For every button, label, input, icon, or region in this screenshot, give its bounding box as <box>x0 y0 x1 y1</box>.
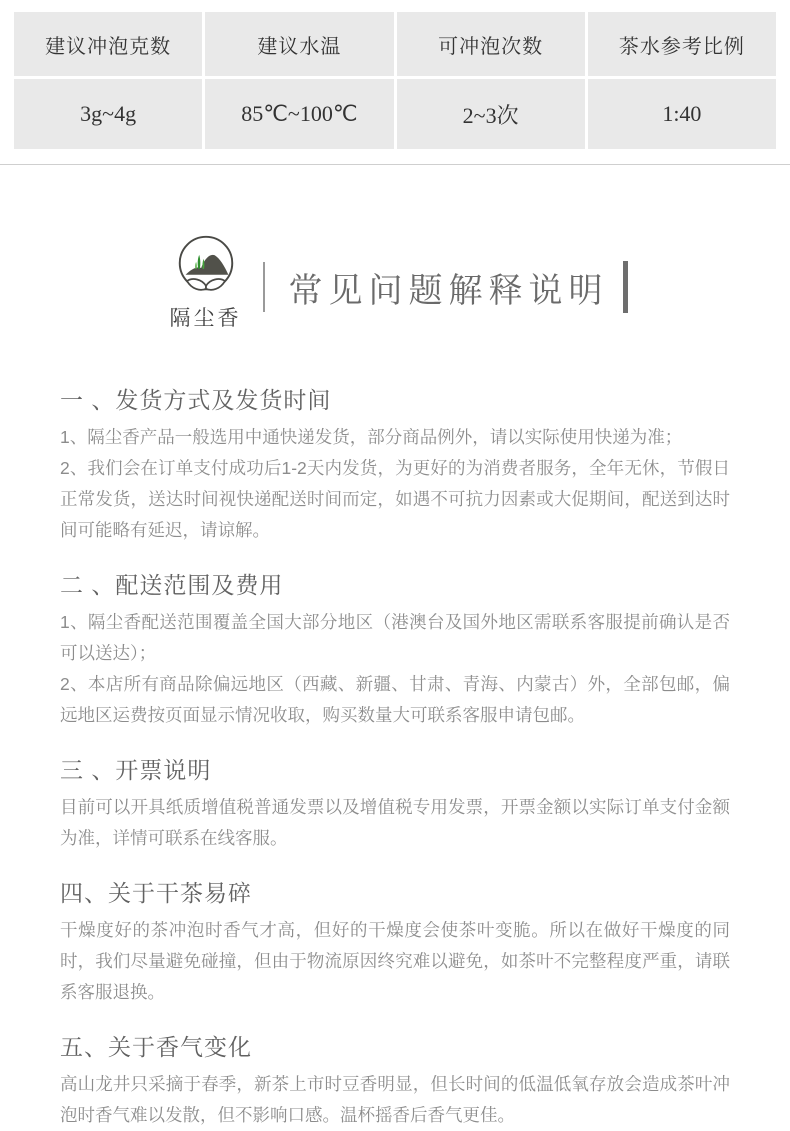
horizontal-divider <box>0 164 790 165</box>
table-value-temperature: 85℃~100℃ <box>205 79 393 149</box>
table-value-grams: 3g~4g <box>14 79 202 149</box>
faq-section-shipping <box>60 382 730 546</box>
faq-section-heading: 四、关于干茶易碎 <box>60 880 252 906</box>
faq-section-heading: 二 、配送范围及费用 <box>60 572 284 598</box>
brew-info-table <box>14 12 776 149</box>
faq-section-heading: 一 、发货方式及发货时间 <box>60 387 332 413</box>
table-value-infusions: 2~3次 <box>397 79 585 149</box>
faq-paragraph: 干燥度好的茶冲泡时香气才高，但好的干燥度会使茶叶变脆。所以在做好干燥度的同时，我们尽量避免碰撞，但由于物流原因终究难以避免，如茶叶不完整程度严重，请联系客服退换。 <box>60 920 730 1002</box>
brand-block <box>163 231 249 332</box>
table-header-ratio: 茶水参考比例 <box>588 12 776 76</box>
faq-section-fragile-tea <box>60 875 730 1008</box>
brand-header <box>0 231 790 332</box>
table-header-temperature: 建议水温 <box>205 12 393 76</box>
faq-paragraph: 目前可以开具纸质增值税普通发票以及增值税专用发票，开票金额以实际订单支付金额为准，详情可联系在线客服。 <box>60 797 730 848</box>
title-right-bar <box>623 261 628 313</box>
table-header-grams: 建议冲泡克数 <box>14 12 202 76</box>
faq-sections <box>60 382 730 1131</box>
faq-title: 常见问题解释说明 <box>288 271 609 310</box>
mountain-tea-sprout-logo-icon <box>171 231 241 301</box>
product-detail-page <box>0 12 790 1131</box>
faq-section-aroma-change <box>60 1029 730 1131</box>
faq-paragraph: 1、隔尘香产品一般选用中通快递发货，部分商品例外，请以实际使用快递为准； <box>60 427 683 447</box>
faq-paragraph: 高山龙井只采摘于春季，新茶上市时豆香明显，但长时间的低温低氧存放会造成茶叶冲泡时香气难以发散，但不影响口感。温杯摇香后香气更佳。 <box>60 1074 730 1125</box>
title-left-divider <box>263 262 265 312</box>
faq-section-heading: 五、关于香气变化 <box>60 1034 252 1060</box>
faq-paragraph: 2、我们会在订单支付成功后1-2天内发货，为更好的为消费者服务，全年无休，节假日正常发货，送达时间视快递配送时间而定，如遇不可抗力因素或大促期间，配送到达时间可能略有延迟，请谅解。 <box>60 458 730 540</box>
faq-paragraph: 2、本店所有商品除偏远地区（西藏、新疆、甘肃、青海、内蒙古）外，全部包邮，偏远地区运费按页面显示情况收取，购买数量大可联系客服申请包邮。 <box>60 674 730 725</box>
faq-section-heading: 三 、开票说明 <box>60 757 212 783</box>
faq-section-delivery <box>60 567 730 731</box>
table-value-ratio: 1:40 <box>588 79 776 149</box>
table-header-infusions: 可冲泡次数 <box>397 12 585 76</box>
brand-name: 隔尘香 <box>169 306 242 330</box>
faq-paragraph: 1、隔尘香配送范围覆盖全国大部分地区（港澳台及国外地区需联系客服提前确认是否可以送达）； <box>60 612 730 663</box>
faq-title-group <box>263 261 628 313</box>
faq-section-invoice <box>60 752 730 854</box>
